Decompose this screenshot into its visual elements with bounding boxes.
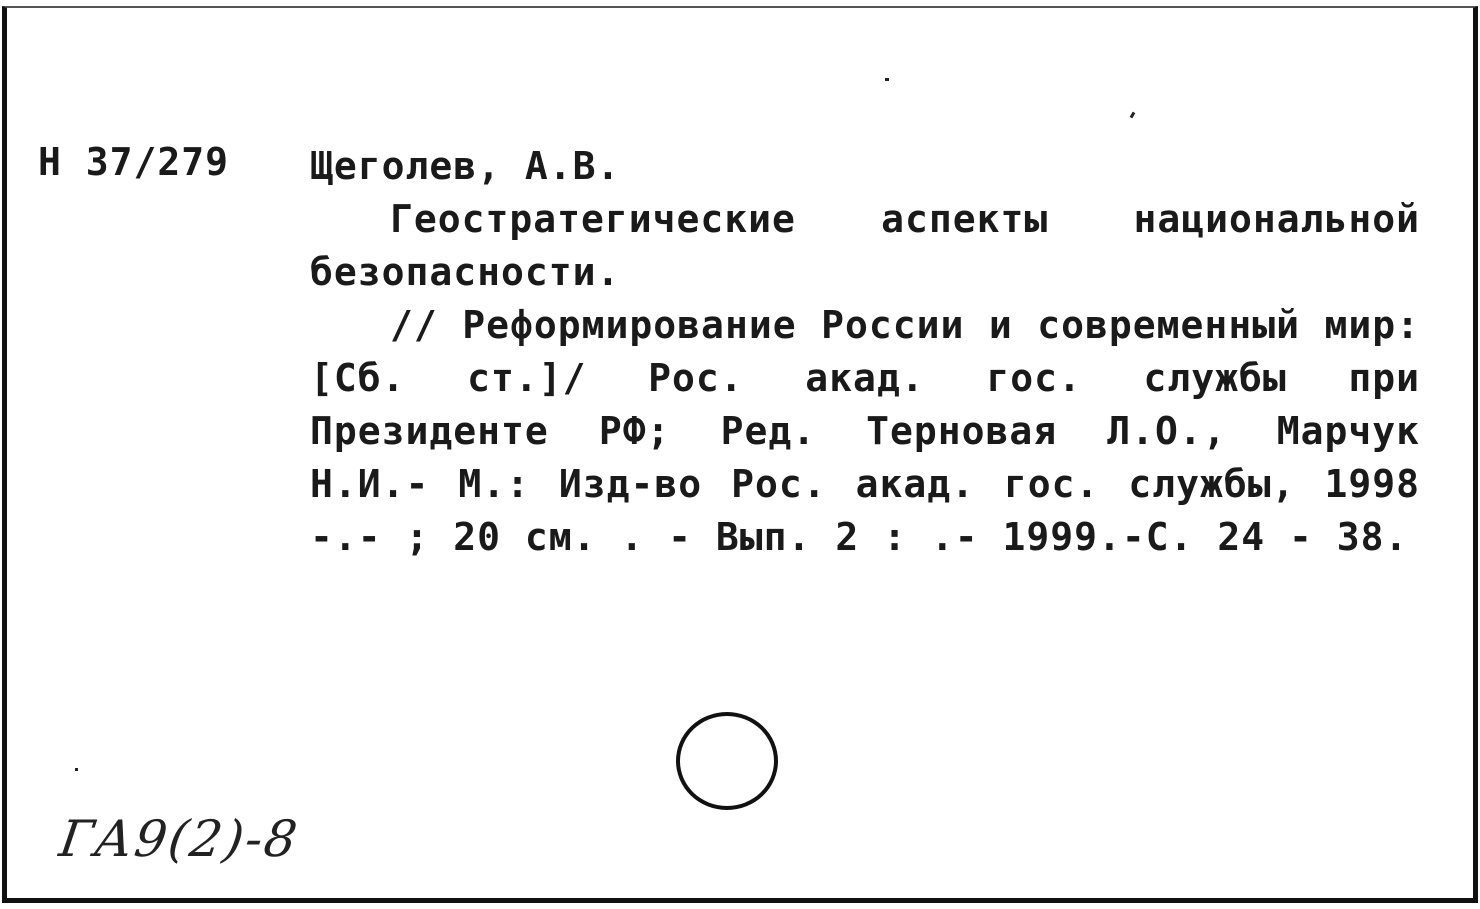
ink-speck bbox=[75, 768, 78, 771]
handwritten-classification-code: ГА9(2)-8 bbox=[55, 810, 303, 868]
bibliographic-entry bbox=[310, 140, 1420, 564]
shelf-mark: Н 37/279 bbox=[38, 140, 230, 184]
ink-speck bbox=[1130, 112, 1136, 119]
title: Геостратегические аспекты национальной безопасности. bbox=[310, 197, 1420, 294]
ink-speck bbox=[885, 78, 889, 81]
source: // Реформирование России и современный мир: [Сб. ст.]/ Рос. акад. гос. службы при Президенте РФ; Ред. Терновая Л.О., Марчук Н.И.- М.: Изд-во Рос. акад. гос. службы, 1998 -.- ; 20 см. . - Вып. 2 : .- 1999.-С. 24 - 38. bbox=[310, 303, 1420, 559]
author: Щеголев, А.В. bbox=[310, 144, 621, 188]
punch-hole bbox=[676, 712, 778, 810]
